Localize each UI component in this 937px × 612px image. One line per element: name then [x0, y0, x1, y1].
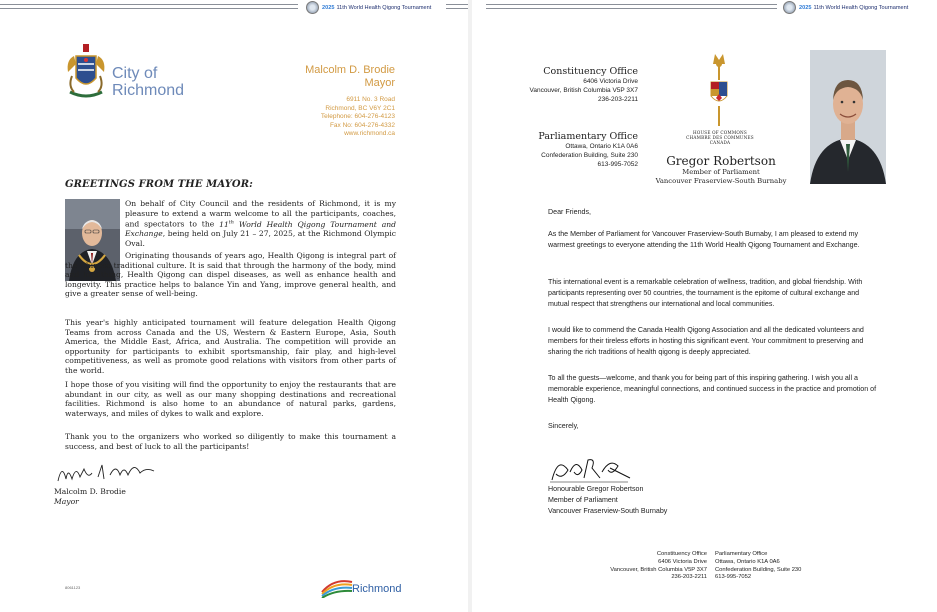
mayor-paragraph-3: This year's highly anticipated tournament will feature delegation Health Qigong Teams from across Canada and the US, Western & Eastern Europe, Asia, South America, the Middle East, Africa, and Australia. The competition will provide an opportunity for participants to exhibit sportsmanship, fair play, and high-level competitiveness, as well as promote good relations with visitors from other parts of the world. [65, 318, 396, 375]
mayor-name: Malcolm D. Brodie [305, 64, 395, 76]
mayor-signoff-name: Malcolm D. Brodie [54, 487, 126, 496]
tournament-logo-icon [783, 1, 796, 14]
mayor-title: Mayor [364, 77, 395, 89]
mayor-paragraph-4: I hope those of you visiting will find the opportunity to enjoy the restaurants that are abundant in our city, as well as our many shopping destinations and recreational facilities. Richmond is also home to an abundance of natural parks, gardens, waterways, and miles of dykes to walk and explore. [65, 380, 396, 418]
mayor-paragraph-2: Originating thousands of years ago, Health Qigong is integral part of the Chinese traditional culture. It is said that through the harmony of the body, mind and breathing, Health Qigong can dispel diseases, as well as enhance health and longevity. This practice helps to balance Yin and Yang, improve general health, and give a greater sense of well-being. [65, 251, 396, 299]
richmond-wave-icon [320, 574, 354, 598]
mp-letterhead-name [644, 154, 798, 186]
parliamentary-office-heading: Parliamentary Office [538, 131, 638, 142]
house-of-commons-crest-icon [705, 50, 733, 130]
city-name-line1: City of [112, 65, 158, 82]
city-wordmark [112, 65, 184, 99]
mp-photo [810, 50, 886, 184]
footer-constituency-office: Constituency Office 6406 Victoria Drive Vancouver, British Columbia V5P 3X7 236-203-2211 [610, 551, 707, 581]
mp-signoff [548, 484, 667, 518]
parliamentary-phone: 613-995-7052 [597, 160, 638, 168]
constituency-phone: 236-203-2211 [598, 95, 638, 103]
mp-paragraph-2: This international event is a remarkable celebration of wellness, tradition, and global friendship. With participants representing over 50 countries, the tournament is the epitome of cultural exchange and mutual respect that strengthens our international and local communities. [548, 278, 863, 309]
mayor-paragraph-5: Thank you to the organizers who worked so diligently to make this tournament a success, and best of luck to all the participants! [65, 432, 396, 451]
mayor-letter-page [0, 0, 468, 612]
header-rule-left [0, 4, 298, 9]
constituency-office-heading: Constituency Office [543, 66, 638, 77]
website-link[interactable]: www.richmond.ca [344, 130, 395, 138]
richmond-footer-logo: Richmond [320, 574, 400, 598]
mp-paragraph-3: I would like to commend the Canada Health Qigong Association and all the dedicated volunteers and members for their tireless efforts in hosting this significant event. Your commitment to preserving and sharing the rich traditions of health qigong is deeply appreciated. [548, 326, 864, 357]
city-coat-of-arms-icon [64, 42, 108, 102]
mp-signoff-riding: Vancouver Fraserview-South Burnaby [548, 507, 668, 516]
mp-paragraph-1: As the Member of Parliament for Vancouver Fraserview-South Burnaby, I am pleased to extend my warmest greetings to everyone attending the 11th World Health Qigong Tournament and Exchange. [548, 230, 860, 250]
parliamentary-office-header: Parliamentary Office Ottawa, Ontario K1A 0A6 Confederation Building, Suite 230 613-995-7052 [538, 131, 638, 168]
mp-letter-page [472, 0, 937, 612]
document-code: 8061123 [65, 585, 81, 590]
header-rule-left [486, 4, 777, 9]
greetings-heading: GREETINGS FROM THE MAYOR: [65, 179, 253, 190]
constituency-office-header: Constituency Office 6406 Victoria Drive Vancouver, British Columbia V5P 3X7 236-203-2211 [529, 66, 638, 103]
mp-signoff-name: Honourable Gregor Robertson [548, 485, 644, 493]
mayor-signature-icon [54, 459, 164, 485]
footer-parliamentary-office: Parliamentary Office Ottawa, Ontario K1A 0A6 Confederation Building, Suite 230 613-995-7052 [715, 551, 802, 581]
mp-closing: Sincerely, [548, 422, 579, 430]
mayor-signoff [54, 487, 126, 507]
mp-riding: Vancouver Fraserview-South Burnaby [655, 177, 787, 185]
event-badge: 2025 11th World Health Qigong Tournament [783, 1, 908, 14]
event-badge: 2025 11th World Health Qigong Tournament [306, 1, 431, 14]
mp-signature-icon [548, 450, 633, 486]
mayor-letterhead [305, 64, 395, 139]
address-line1: 6911 No. 3 Road [346, 96, 395, 103]
mayor-signoff-title: Mayor [54, 497, 79, 506]
city-name-line2: Richmond [112, 82, 185, 99]
event-badge-title: 11th World Health Qigong Tournament [813, 4, 909, 11]
tournament-logo-icon [306, 1, 319, 14]
address-line2: Richmond, BC V6Y 2C1 [325, 104, 395, 112]
mp-title: Member of Parliament [682, 168, 760, 176]
mp-name: Gregor Robertson [666, 154, 776, 168]
mayor-paragraph-1: On behalf of City Council and the residents of Richmond, it is my pleasure to extend a warm welcome to all the participants, coaches, and spectators to the 11th World Health Qigong Tournament and Exchange, being held on July 21 – 27, 2025, at the Richmond Olympic Oval. [125, 199, 396, 248]
mp-salutation: Dear Friends, [548, 208, 591, 216]
telephone: Telephone: 604-276-4123 [320, 113, 395, 121]
house-of-commons-label: HOUSE OF COMMONS CHAMBRE DES COMMUNES CANADA [686, 130, 754, 146]
mp-signoff-title: Member of Parliament [548, 496, 618, 505]
header-rule-right [446, 4, 468, 9]
mp-paragraph-4: To all the guests—welcome, and thank you for being part of this inspiring gathering. I wish you all a memorable experience, meaningful connections, and continued success in the practice and promotion of Health Qigong. [548, 374, 877, 405]
fax: Fax No: 604-276-4332 [329, 121, 395, 129]
event-badge-title: 11th World Health Qigong Tournament [336, 4, 432, 11]
